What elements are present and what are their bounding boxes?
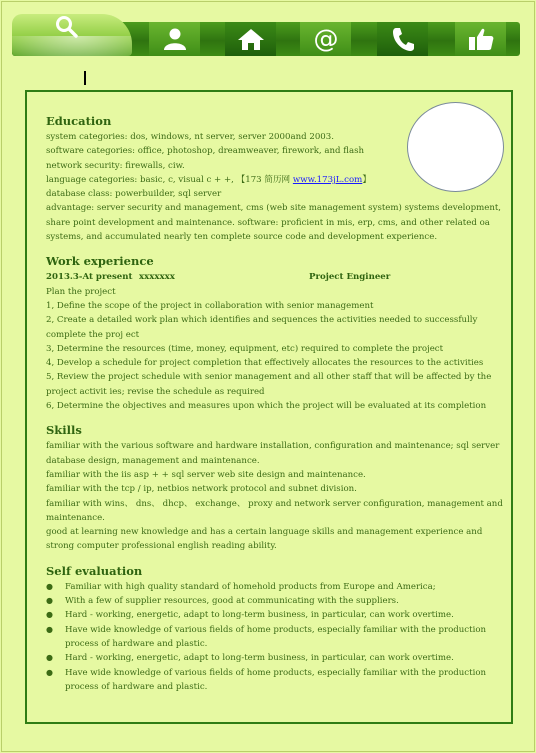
education-line: database class: powerbuilder, sql server: [46, 189, 222, 200]
work-item: 3, Determine the resources (time, money, equipment, etc) required to complete the project: [46, 343, 444, 354]
header-nav-bar: [12, 18, 520, 58]
person-icon: [162, 27, 188, 51]
work-heading: Work experience: [46, 254, 154, 269]
thumbs-up-icon: [467, 26, 495, 52]
svg-text:@: @: [313, 26, 338, 52]
self-evaluation-item: ● Familiar with high quality standard of homehold products from Europe and America;: [46, 580, 504, 594]
self-evaluation-heading: Self evaluation: [46, 563, 143, 578]
work-item: 2, Create a detailed work plan which identifies and sequences the activities needed to successfully complete the proj ect: [46, 315, 478, 340]
work-company: xxxxxxx: [139, 272, 175, 283]
education-line: system categories: dos, windows, nt server, server 2000and 2003.: [46, 132, 334, 142]
skill-item: familiar with wins、 dns、 dhcp、 exchange、 proxy and network server configuration, management and maintenance.: [46, 498, 503, 523]
skill-item: good at learning new knowledge and has a certain language skills and management experience and strong computer professional english reading ability.: [46, 527, 483, 552]
like-tab[interactable]: [455, 22, 506, 56]
resume-content-box: [25, 90, 513, 724]
skill-item: familiar with the various software and hardware installation, configuration and maintenance; sql server database design, management and maintenance.: [46, 441, 500, 466]
self-evaluation-item: ● Have wide knowledge of various fields of home products, especially familiar with the production process of hardware and plastic.: [46, 666, 504, 695]
education-line: network security: firewalls, ciw.: [46, 160, 185, 171]
work-position: Project Engineer: [309, 272, 391, 283]
self-evaluation-item: ● Hard - working, energetic, adapt to long-term business, in particular, can work overtime.: [46, 651, 504, 665]
education-section: [46, 112, 504, 244]
home-tab[interactable]: [225, 22, 276, 56]
education-line: advantage: server security and management, cms (web site management system) systems development, share point development and maintenance. software: proficient in mis, erp, cms, and other related oa systems, and accumulated nearly ten complete source code and development experience.: [46, 203, 502, 243]
work-section: [46, 252, 504, 413]
work-intro: Plan the project: [46, 286, 116, 297]
work-item: 1, Define the scope of the project in collaboration with senior management: [46, 300, 374, 311]
education-language-line: [46, 173, 504, 187]
work-entry-header: [46, 270, 504, 284]
skill-item: familiar with the iis asp + + sql server web site design and maintenance.: [46, 469, 366, 480]
work-period: 2013.3-At present: [46, 272, 133, 283]
phone-tab[interactable]: [377, 22, 428, 56]
language-prefix: language categories: basic, c, visual c + +, 【173 简历网: [46, 174, 293, 185]
website-link[interactable]: www.173jL.com: [292, 174, 363, 185]
email-tab[interactable]: [300, 22, 351, 56]
self-evaluation-item: ● With a few of supplier resources, good at communicating with the suppliers.: [46, 594, 504, 608]
self-evaluation-item: ● Hard - working, energetic, adapt to long-term business, in particular, can work overtime.: [46, 608, 504, 622]
phone-icon: [391, 26, 415, 52]
work-item: 4, Develop a schedule for project completion that effectively allocates the resources to the activities: [46, 358, 484, 369]
skills-section: [46, 421, 504, 553]
search-icon: [54, 14, 80, 40]
skills-heading: Skills: [46, 423, 82, 438]
work-item: 6, Determine the objectives and measures upon which the project will be evaluated at its completion: [46, 401, 487, 412]
person-tab[interactable]: [149, 22, 200, 56]
at-sign-icon: [312, 26, 340, 52]
self-evaluation-item: ● Have wide knowledge of various fields of home products, especially familiar with the production process of hardware and plastic.: [46, 623, 504, 652]
text-cursor: [84, 71, 86, 85]
education-heading: Education: [46, 114, 112, 128]
self-evaluation-section: [46, 562, 504, 694]
skill-item: familiar with the tcp / ip, netbios network protocol and subnet division.: [46, 484, 357, 495]
resume-body: [46, 112, 504, 702]
search-tab[interactable]: [12, 14, 132, 56]
self-evaluation-list: [46, 580, 504, 694]
education-line: software categories: office, photoshop, dreamweaver, firework, and flash: [46, 146, 365, 157]
language-suffix: 】: [362, 174, 371, 185]
home-icon: [237, 27, 265, 51]
work-item: 5, Review the project schedule with senior management and all other staff that will be affected by the project activit ies; revise the schedule as required: [46, 372, 492, 397]
